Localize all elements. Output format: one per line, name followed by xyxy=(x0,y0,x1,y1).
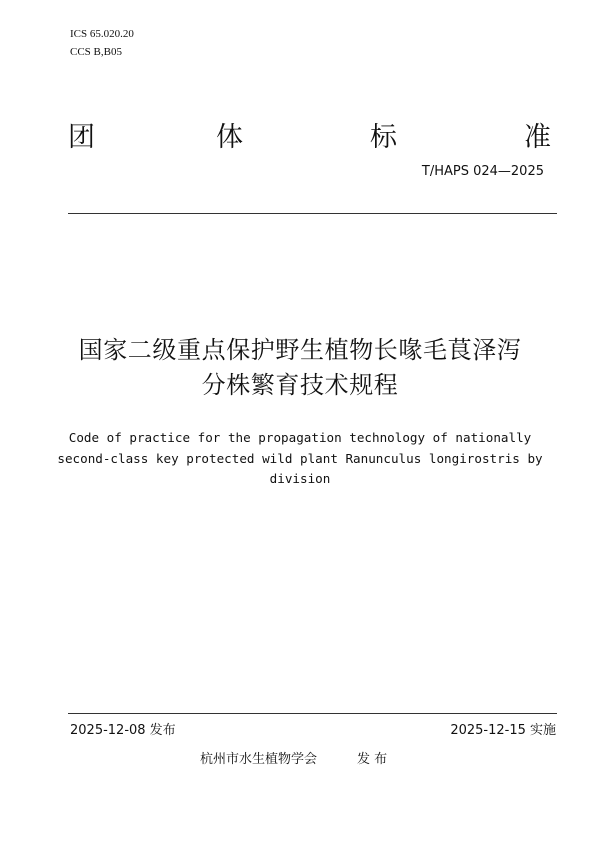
standard-number: T/HAPS 024—2025 xyxy=(421,164,544,179)
standard-type-char: 准 xyxy=(524,122,551,153)
issue-date: 2025-12-08 发布 xyxy=(70,723,176,738)
title-en-line3: division xyxy=(269,471,331,486)
bottom-divider xyxy=(68,713,557,714)
title-zh-line2: 分株繁育技术规程 xyxy=(201,371,399,399)
ccs-code: CCS B,B05 xyxy=(70,46,122,58)
publisher: 杭州市水生植物学会 xyxy=(200,752,318,767)
title-en-line1: Code of practice for the propagation technology of nationally xyxy=(68,430,532,445)
ics-code: ICS 65.020.20 xyxy=(70,28,134,40)
publish-label: 发 布 xyxy=(357,752,388,767)
standard-type-char: 团 xyxy=(68,122,95,153)
standard-type-char: 标 xyxy=(370,122,397,153)
top-divider xyxy=(68,213,557,214)
standard-type-char: 体 xyxy=(216,122,243,153)
title-en-line2: second-class key protected wild plant Ranunculus longirostris by xyxy=(57,451,543,466)
implement-date: 2025-12-15 实施 xyxy=(450,723,556,738)
title-zh-line1: 国家二级重点保护野生植物长喙毛茛泽泻 xyxy=(78,336,522,364)
